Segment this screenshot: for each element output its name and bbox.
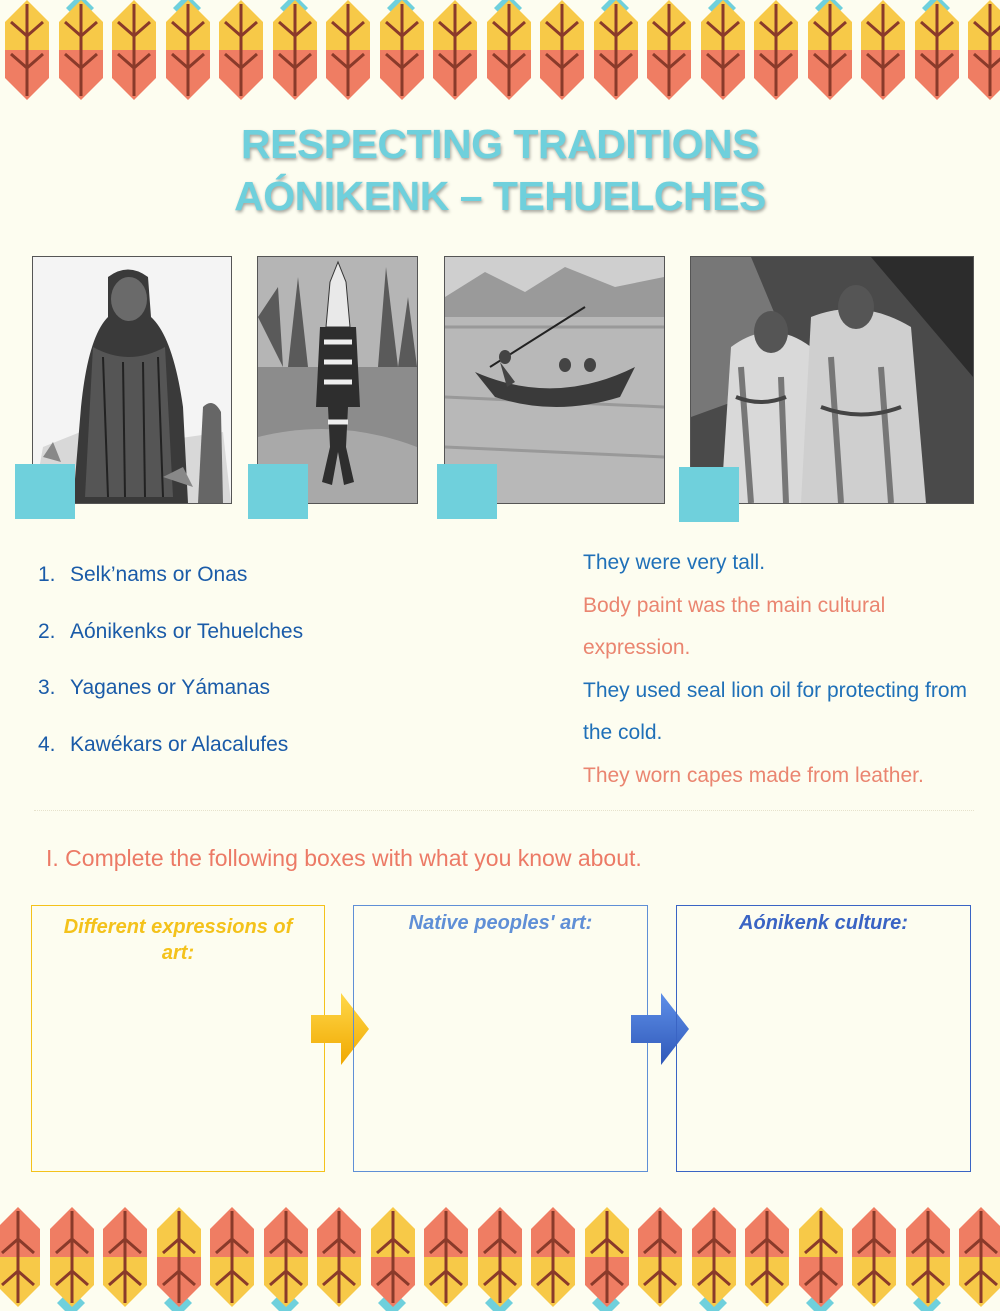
box-different-expressions[interactable] <box>31 905 325 1172</box>
title-line-1: RESPECTING TRADITIONS <box>241 121 759 167</box>
bottom-feather-border <box>0 1195 1000 1311</box>
box-aonikenk-culture[interactable] <box>676 905 971 1172</box>
answer-marker-3[interactable] <box>437 464 497 519</box>
feather-lower <box>968 50 1000 100</box>
top-feather-border <box>0 0 1000 120</box>
page-title <box>0 118 1000 222</box>
list-item: 2. Aónikenks or Tehuelches <box>38 619 304 643</box>
feather-pattern-top <box>0 0 1000 120</box>
title-line-2: AÓNIKENK – TEHUELCHES <box>234 173 766 219</box>
peoples-list <box>38 550 303 776</box>
box-title: Native peoples' art: <box>408 912 593 934</box>
fact-item: They were very tall. <box>583 551 766 574</box>
box-native-peoples-art[interactable] <box>353 905 648 1172</box>
section-divider <box>34 810 974 811</box>
box-title: Aónikenk culture: <box>739 912 908 934</box>
fact-item: They worn capes made from leather. <box>583 763 924 787</box>
feather-upper <box>968 0 1000 50</box>
answer-marker-2[interactable] <box>248 464 308 519</box>
fact-item: They used seal lion oil for protecting from the cold. <box>583 678 968 744</box>
answer-marker-4[interactable] <box>679 467 739 522</box>
answer-marker-1[interactable] <box>15 464 75 519</box>
list-item: 1. Selk’nams or Onas <box>38 563 248 586</box>
list-item: 4. Kawékars or Alacalufes <box>38 732 289 756</box>
box-title: Different expressions of art: <box>63 916 293 964</box>
instruction-text: I. Complete the following boxes with what you know about. <box>46 845 642 871</box>
fact-item: Body paint was the main cultural expression. <box>583 593 886 659</box>
list-item: 3. Yaganes or Yámanas <box>38 676 271 699</box>
feather-pattern-bottom <box>0 1195 1000 1311</box>
facts-list <box>583 542 983 797</box>
